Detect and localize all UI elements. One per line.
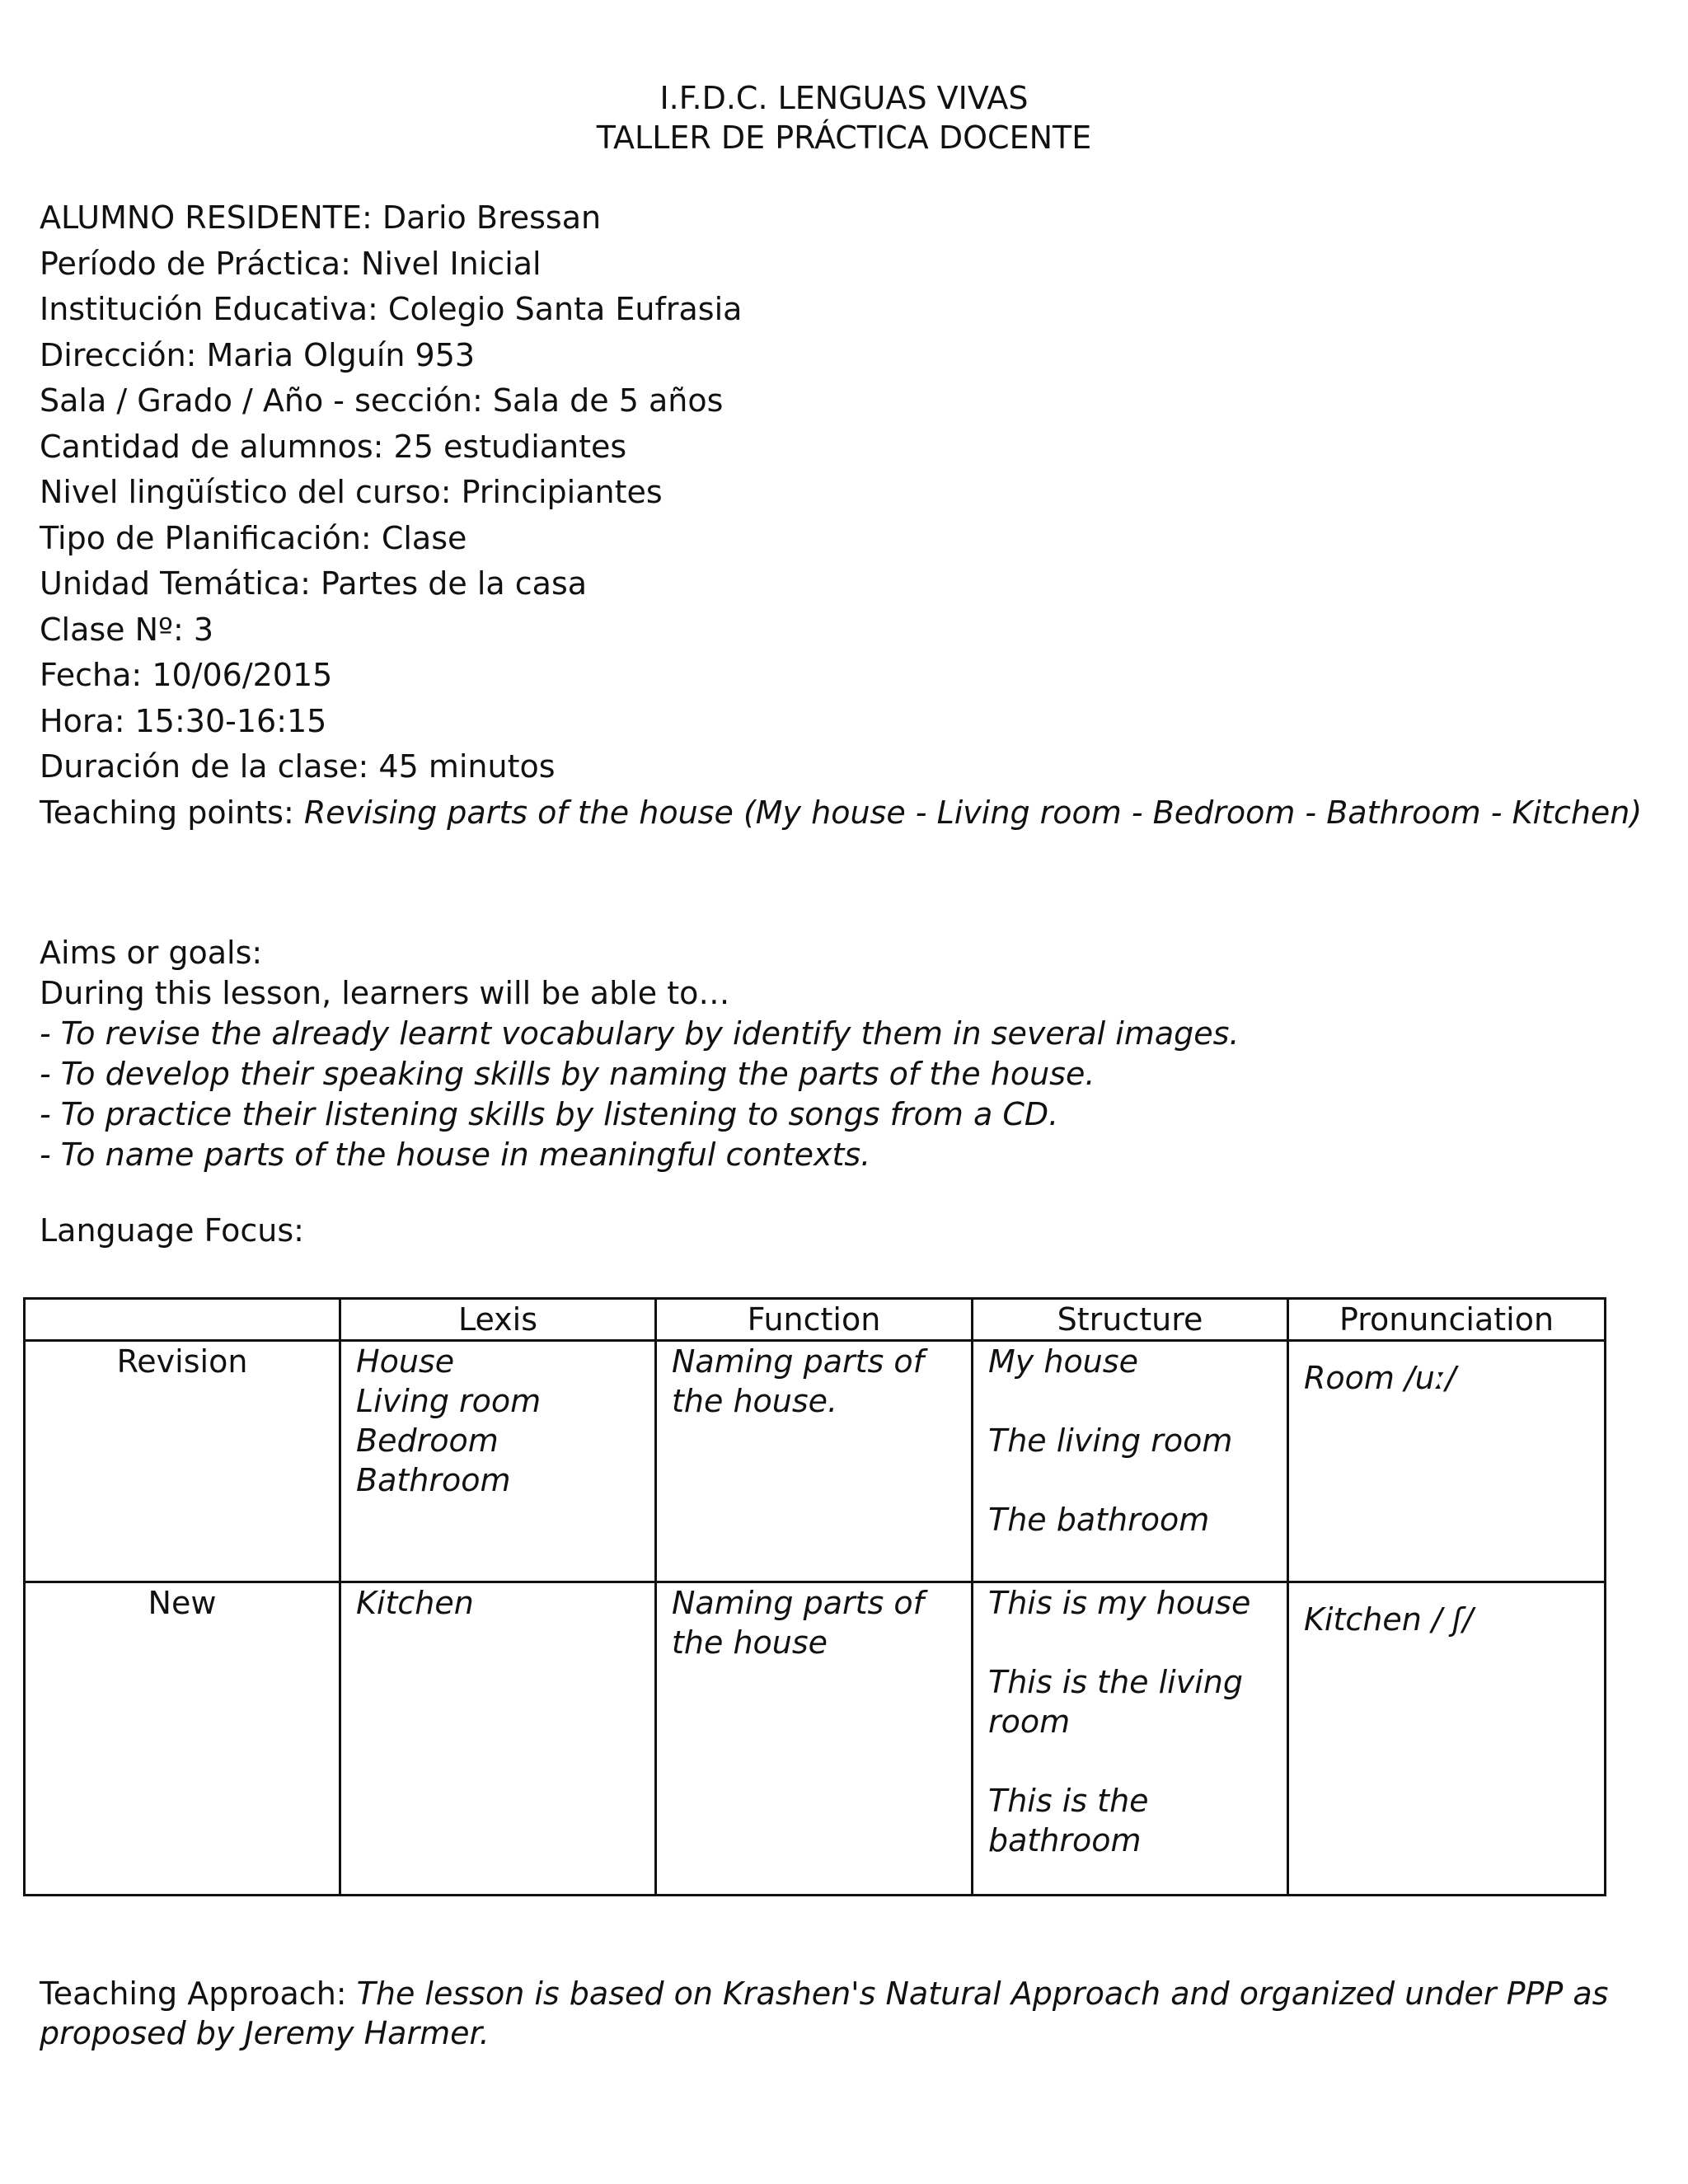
new-pronunciation-cell	[1288, 1582, 1606, 1896]
teaching-approach-label: Teaching Approach:	[40, 1975, 357, 2012]
info-row-date	[40, 653, 1655, 699]
info-row-duration	[40, 744, 1655, 790]
info-value: Dario Bressan	[372, 199, 602, 236]
lexis-item: Bedroom	[356, 1422, 499, 1459]
info-value: Sala de 5 años	[482, 382, 724, 419]
info-label: Período de Práctica:	[40, 245, 351, 282]
info-row-students	[40, 424, 1655, 471]
structure-item: My house	[988, 1343, 1138, 1380]
info-value: 25 estudiantes	[383, 428, 627, 465]
info-row-plan-type	[40, 516, 1655, 562]
aim-item: - To revise the already learnt vocabulary by identify them in several images.	[40, 1015, 1240, 1052]
function-line: Naming parts of	[672, 1343, 925, 1380]
revision-function-cell	[656, 1341, 973, 1582]
column-header-function: Function	[656, 1299, 973, 1341]
structure-item: The living room	[988, 1422, 1233, 1459]
teaching-points-value: Revising parts of the house (My house - Living room - Bedroom - Bathroom - Kitchen)	[303, 794, 1643, 831]
revision-pronunciation-cell	[1288, 1341, 1606, 1582]
new-lexis-cell	[340, 1582, 656, 1896]
lesson-info	[40, 195, 1655, 836]
teaching-approach	[40, 1974, 1622, 2053]
column-header-lexis: Lexis	[340, 1299, 656, 1341]
teaching-points	[40, 790, 1655, 836]
aims-intro: During this lesson, learners will be able to…	[40, 975, 730, 1011]
document-header	[0, 78, 1688, 157]
column-header-empty	[25, 1299, 340, 1341]
new-function-cell	[656, 1582, 973, 1896]
aims-section	[40, 933, 1655, 1175]
structure-item: This is the living	[988, 1664, 1243, 1700]
info-row-period	[40, 241, 1655, 288]
column-header-pronunciation: Pronunciation	[1288, 1299, 1606, 1341]
info-label: ALUMNO RESIDENTE:	[40, 199, 373, 236]
table-header-row	[25, 1299, 1606, 1341]
aim-item: - To name parts of the house in meaningful contexts.	[40, 1137, 871, 1173]
info-row-class-number	[40, 607, 1655, 654]
structure-item: The bathroom	[988, 1502, 1210, 1538]
info-value: 45 minutos	[368, 748, 556, 785]
info-label: Duración de la clase:	[40, 748, 369, 785]
revision-lexis-cell	[340, 1341, 656, 1582]
row-label-new: New	[25, 1582, 340, 1896]
aim-item: - To practice their listening skills by listening to songs from a CD.	[40, 1096, 1059, 1132]
function-line: Naming parts of	[672, 1585, 925, 1621]
pronunciation-item: Kitchen / ʃ/	[1304, 1601, 1474, 1638]
function-line: the house.	[672, 1383, 838, 1419]
info-value: 3	[183, 611, 214, 648]
spacer	[988, 1381, 1272, 1421]
lexis-item: Bathroom	[356, 1462, 511, 1498]
info-row-institution	[40, 287, 1655, 333]
institution-title: I.F.D.C. LENGUAS VIVAS	[659, 80, 1029, 116]
structure-item: room	[988, 1704, 1071, 1740]
info-label: Dirección:	[40, 336, 197, 373]
info-row-unit	[40, 561, 1655, 607]
function-line: the house	[672, 1624, 828, 1661]
info-value: 15:30-16:15	[124, 702, 327, 739]
structure-item: This is my house	[988, 1585, 1251, 1621]
info-label: Nivel lingüístico del curso:	[40, 474, 452, 510]
new-structure-cell	[973, 1582, 1288, 1896]
table-row-revision	[25, 1341, 1606, 1582]
info-label: Tipo de Planificación:	[40, 519, 372, 556]
info-row-level	[40, 470, 1655, 516]
info-value: Principiantes	[451, 474, 663, 510]
info-value: Colegio Santa Eufrasia	[377, 291, 743, 327]
info-label: Clase Nº:	[40, 611, 184, 648]
info-row-time	[40, 699, 1655, 745]
structure-item: This is the	[988, 1783, 1149, 1819]
lexis-item: Living room	[356, 1383, 542, 1419]
info-value: Nivel Inicial	[350, 245, 542, 282]
structure-item: bathroom	[988, 1822, 1142, 1858]
revision-structure-cell	[973, 1341, 1288, 1582]
info-label: Cantidad de alumnos:	[40, 428, 384, 465]
course-title: TALLER DE PRÁCTICA DOCENTE	[596, 120, 1092, 156]
info-value: Clase	[371, 519, 467, 556]
lexis-item: Kitchen	[356, 1585, 474, 1621]
spacer	[988, 1741, 1272, 1781]
aim-item: - To develop their speaking skills by naming the parts of the house.	[40, 1056, 1095, 1092]
info-label: Hora:	[40, 702, 125, 739]
row-label-revision: Revision	[25, 1341, 340, 1582]
info-row-group	[40, 378, 1655, 424]
spacer	[988, 1623, 1272, 1662]
teaching-approach-value: The lesson is based on Krashen's Natural Approach and organized under PPP as proposed by Jeremy Harmer.	[40, 1975, 1609, 2051]
language-focus-table	[23, 1297, 1606, 1896]
language-focus-heading: Language Focus:	[40, 1212, 304, 1249]
lexis-item: House	[356, 1343, 455, 1380]
aims-heading: Aims or goals:	[40, 935, 263, 971]
info-row-student	[40, 195, 1655, 241]
info-row-address	[40, 333, 1655, 379]
spacer	[988, 1460, 1272, 1500]
info-value: Partes de la casa	[310, 565, 588, 602]
teaching-points-label: Teaching points:	[40, 794, 304, 831]
info-value: Maria Olguín 953	[196, 336, 476, 373]
info-label: Institución Educativa:	[40, 291, 378, 327]
pronunciation-item: Room /uː/	[1304, 1360, 1456, 1396]
info-label: Unidad Temática:	[40, 565, 311, 602]
info-value: 10/06/2015	[142, 657, 333, 693]
column-header-structure: Structure	[973, 1299, 1288, 1341]
info-label: Sala / Grado / Año - sección:	[40, 382, 483, 419]
table-row-new	[25, 1582, 1606, 1896]
info-label: Fecha:	[40, 657, 143, 693]
